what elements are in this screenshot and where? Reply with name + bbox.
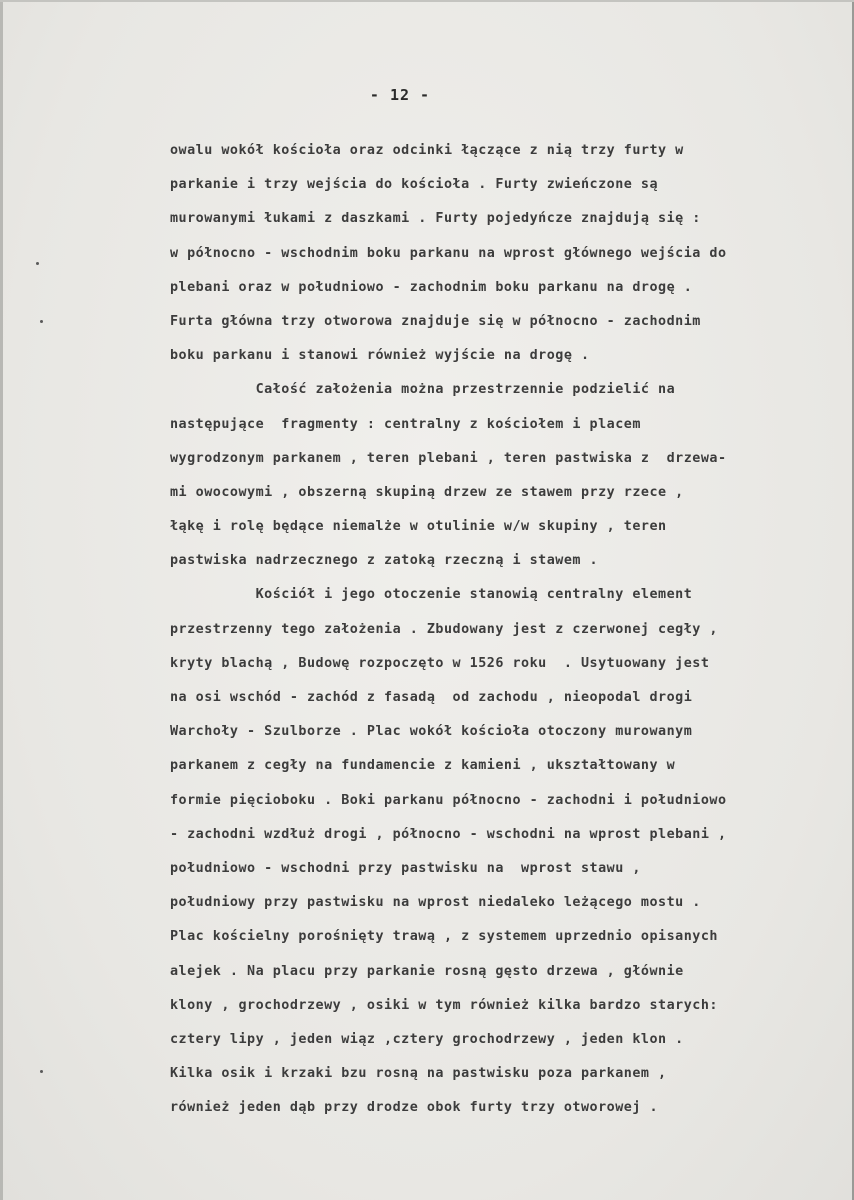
text-line: - zachodni wzdłuż drogi , północno - wschodni na wprost plebani , <box>170 826 727 842</box>
text-line: mi owocowymi , obszerną skupiną drzew ze stawem przy rzece , <box>170 484 684 500</box>
page-number: - 12 - <box>369 86 431 104</box>
text-line: parkanem z cegły na fundamencie z kamieni , ukształtowany w <box>170 758 676 774</box>
text-line: południowy przy pastwisku na wprost niedaleko leżącego mostu . <box>170 895 701 911</box>
text-line: Plac kościelny porośnięty trawą , z systemem uprzednio opisanych <box>170 929 718 945</box>
text-line: Kilka osik i krzaki bzu rosną na pastwisku poza parkanem , <box>170 1066 667 1082</box>
text-line: południowo - wschodni przy pastwisku na wprost stawu , <box>170 860 641 876</box>
margin-mark <box>40 320 43 323</box>
margin-mark <box>40 1070 43 1073</box>
text-line: boku parkanu i stanowi również wyjście na drogę . <box>170 348 590 364</box>
text-line: klony , grochodrzewy , osiki w tym również kilka bardzo starych: <box>170 997 718 1013</box>
text-line: na osi wschód - zachód z fasadą od zachodu , nieopodal drogi <box>170 690 693 705</box>
text-line: kryty blachą , Budowę rozpoczęto w 1526 roku . Usytuowany jest <box>170 655 710 671</box>
text-line: alejek . Na placu przy parkanie rosną gęsto drzewa , głównie <box>170 963 684 979</box>
text-line: również jeden dąb przy drodze obok furty trzy otworowej . <box>170 1100 659 1116</box>
text-line: formie pięcioboku . Boki parkanu północno - zachodni i południowo <box>170 792 727 808</box>
text-line: plebani oraz w południowo - zachodnim boku parkanu na drogę . <box>170 279 693 295</box>
text-line: owalu wokół kościoła oraz odcinki łączące z nią trzy furty w <box>170 143 684 158</box>
text-line: przestrzenny tego założenia . Zbudowany jest z czerwonej cegły , <box>170 621 718 637</box>
text-line: następujące fragmenty : centralny z kościołem i placem <box>170 416 641 432</box>
text-line: murowanymi łukami z daszkami . Furty pojedyńcze znajdują się : <box>170 211 701 227</box>
text-line: Warchoły - Szulborze . Plac wokół kościoła otoczony murowanym <box>170 724 693 740</box>
body-text <box>170 134 842 1125</box>
text-line: łąkę i rolę będące niemalże w otulinie w/w skupiny , teren <box>170 519 667 535</box>
text-line: wygrodzonym parkanem , teren plebani , teren pastwiska z drzewa- <box>170 450 727 466</box>
text-line: pastwiska nadrzecznego z zatoką rzeczną i stawem . <box>170 553 599 569</box>
text-line: cztery lipy , jeden wiąz ,cztery grochodrzewy , jeden klon . <box>170 1031 684 1047</box>
margin-mark <box>36 262 39 265</box>
text-line: w północno - wschodnim boku parkanu na wprost głównego wejścia do <box>170 245 727 261</box>
text-line: Całość założenia można przestrzennie podzielić na <box>170 382 676 398</box>
scan-edge-top <box>0 0 854 2</box>
text-line: parkanie i trzy wejścia do kościoła . Furty zwieńczone są <box>170 177 659 193</box>
scan-edge-left <box>0 0 3 1200</box>
text-line: Kościół i jego otoczenie stanowią centralny element <box>170 587 693 603</box>
text-line: Furta główna trzy otworowa znajduje się w północno - zachodnim <box>170 313 701 329</box>
